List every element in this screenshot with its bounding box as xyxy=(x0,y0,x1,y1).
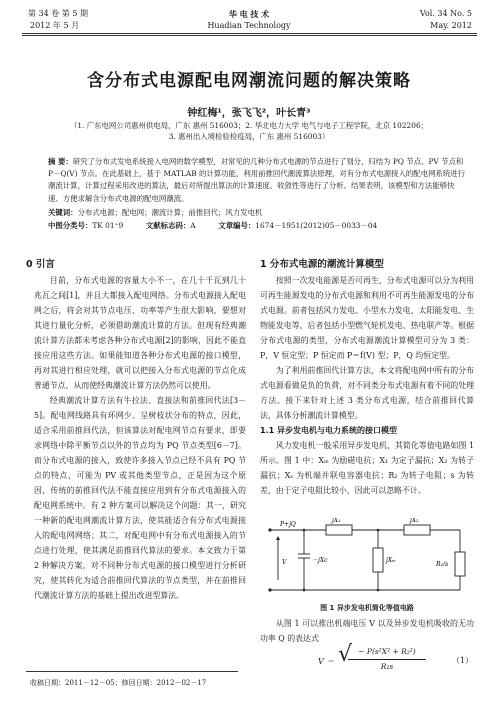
right-column-body-continued xyxy=(260,616,474,646)
affiliation-line-2: 3. 惠州出入境检验检疫局，广东 惠州 516003） xyxy=(168,132,330,141)
keywords-text: 分布式电源；配电网；潮流计算；前推回代；风力发电机 xyxy=(77,208,263,217)
circuit-label-x1: jX₁ xyxy=(332,518,341,524)
journal-volume-en: Vol. 34 No. 5 xyxy=(419,9,472,18)
doc-code-value: A xyxy=(190,221,196,230)
abstract xyxy=(48,156,468,205)
equation-1-radical: √ xyxy=(338,642,353,667)
paper-authors: 钟红梅¹，张飞飞²，叶长青³ xyxy=(187,108,311,119)
equation-1-denominator: R₂s xyxy=(380,662,394,671)
intro-paragraph-1: 目前，分布式电源的容量大小不一，在几十千瓦到几十兆瓦之间[1]，并且大都接入配电网络。分布式电源接入配电网之后，将会对其节点电压、功率等产生很大影响，要想对其进行量化分析，必须借助潮流计算的方法。但现有经典潮流计算方法都未考虑各种分布式电源[2]的影响，因此不能直接应用这些方法。如果能知道各种分布式电源的接口模型，再对其进行相应处理，就可以把接入分布式电源的节点化成普通节点，从而使经典潮流计算方法仍然可以使用。 xyxy=(34,276,246,390)
circuit-label-xc: －jXc xyxy=(312,557,328,564)
article-number-label: 文章编号： xyxy=(218,221,256,230)
classification-line xyxy=(48,220,468,232)
right-column-body xyxy=(260,273,474,498)
received-date: 收稿日期：2011－12－05；修回日期：2012－02－17 xyxy=(30,679,207,687)
section-1-paragraph-1: 按照一次发电能源是否可再生，分布式电源可以分为利用可再生能源发电的分布式电源和利用不可再生能源发电的分布式电源。前者包括风力发电、小型水力发电、太阳能发电、生物能发电等，后者包括小型燃气轮机发电、热电联产等。根据分布式电源的类型，分布式电源潮流计算模型可分为 3 类：P，V 恒定型；P 恒定而 P＝f(V) 型；P，Q 均恒定型。 xyxy=(260,276,474,360)
circuit-label-v: V xyxy=(282,559,287,566)
abstract-label: 摘 要： xyxy=(48,157,73,166)
journal-volume: 第 34 卷 第 5 期 xyxy=(28,9,88,18)
circuit-label-xm: jXₘ xyxy=(386,557,396,564)
journal-date-en: May. 2012 xyxy=(430,21,472,30)
journal-name: 华 电 技 术 xyxy=(228,9,270,19)
header-rule xyxy=(22,33,477,34)
doc-code-label: 文献标志码： xyxy=(145,221,191,230)
footnote-rule xyxy=(26,671,238,672)
affiliation-line-1: （1. 广东电网公司惠州供电局，广东 惠州 516003；2. 华北电力大学 电气与电子工程学院，北京 102206； xyxy=(69,121,429,130)
equation-1-numerator: − P(s²X² + R₂²) xyxy=(358,647,416,656)
keywords xyxy=(48,207,468,219)
clc-value: TK 01⁺9 xyxy=(92,221,124,230)
keywords-label: 关键词： xyxy=(48,208,78,217)
section-1-paragraph-2: 为了利用前推回代计算方法，本文将配电网中所有的分布式电源看做是负的负荷，对不同类分布式电源有着不同的处理方法。接下来针对上述 3 类分布式电源，结合前推回代算法，具体分析潮流计算模型。 xyxy=(260,366,474,420)
figure-1-caption: 图 1 异步发电机简化等值电路 xyxy=(320,604,414,612)
article-number-value: 1674－1951(2012)05－0033－04 xyxy=(255,221,378,230)
journal-date: 2012 年 5 月 xyxy=(30,21,80,30)
section-1-title: 1 分布式电源的潮流计算模型 xyxy=(260,259,384,270)
left-column-body xyxy=(34,273,246,603)
equation-1-number: （1） xyxy=(452,656,474,665)
equation-1-fraction-bar xyxy=(348,659,426,660)
journal-name-en: Huadian Technology xyxy=(207,21,291,30)
subsection-1-1-title: 1.1 异步发电机与电力系统的接口模型 xyxy=(260,426,397,435)
clc-label: 中图分类号： xyxy=(48,221,93,230)
section-intro-title: 0 引言 xyxy=(26,259,55,270)
abstract-text: 研究了分布式发电系统接入电网的数学模型，对常见的几种分布式电源的节点进行了划分，归结为 PQ 节点、PV 节点和 P－Q(V) 节点。在此基础上，基于 MATLAB 的计算功能，利用前推回代潮流算法原理，对有分布式电源接入的配电网系统进行潮流计算，计算过程采用改进的算法，最后对所提出算法的计算速度、收敛性等进行了分析。结果表明，该模型和方法能够快速、方便求解含分布式电源的配电网潮流。 xyxy=(48,157,466,203)
section-1-paragraph-4: 从图 1 可以推出机端电压 V 以及异步发电机吸收的无功功率 Q 的表达式 xyxy=(260,619,474,643)
circuit-label-r2: R₂/s xyxy=(436,561,449,568)
equation-1-lhs: V ＝ xyxy=(318,657,335,666)
intro-paragraph-2: 经典潮流计算方法有牛拉法、直接法和前推回代法[3－5]。配电网线路具有环网少、呈树枝状分布的特点，因此，适合采用前推回代法，但该算法对配电网节点有要求，即要求网络中除平衡节点以外的节点均为 PQ 节点类型[6－7]。而分布式电源的接入，致使许多接入节点已经不具有 PQ 节点的特点，可能为 PV 或其他类型节点，正是因为这个原因，传统的前推回代法不能直接应用到有分布式电源接入的配电网系统中。有 2 种方案可以解决这个问题：其一，研究一种新的配电网潮流计算方法，使其能适合有分布式电源接入的配电网网络；其二，对配电网中有分布式电源接入的节点进行处理，使其满足前推回代算法的要求。本文致力于第 2 种解决方案，对不同种分布式电源的接口模型进行分析研究，使其转化为适合前推回代算法的节点类型，并在前推回代潮流计算方法的基础上提出改进型算法。 xyxy=(34,396,246,600)
header-rule-thin xyxy=(22,35,477,36)
circuit-label-x2: jX₂ xyxy=(410,518,419,524)
section-1-paragraph-3: 风力发电机一般采用异步发电机，其简化等值电路如图 1 所示。图 1 中：Xₘ 为励磁电抗；X₁ 为定子漏抗；X₂ 为转子漏抗；Xₛ 为机端并联电容器电抗；R₂ 为转子电阻；s 为转差，由于定子电阻比较小，因此可以忽略不计。 xyxy=(260,441,474,495)
paper-title: 含分布式电源配电网潮流问题的解决策略 xyxy=(87,71,411,91)
figure-1-circuit xyxy=(264,518,474,596)
circuit-label-pq: P+jQ xyxy=(280,521,296,528)
